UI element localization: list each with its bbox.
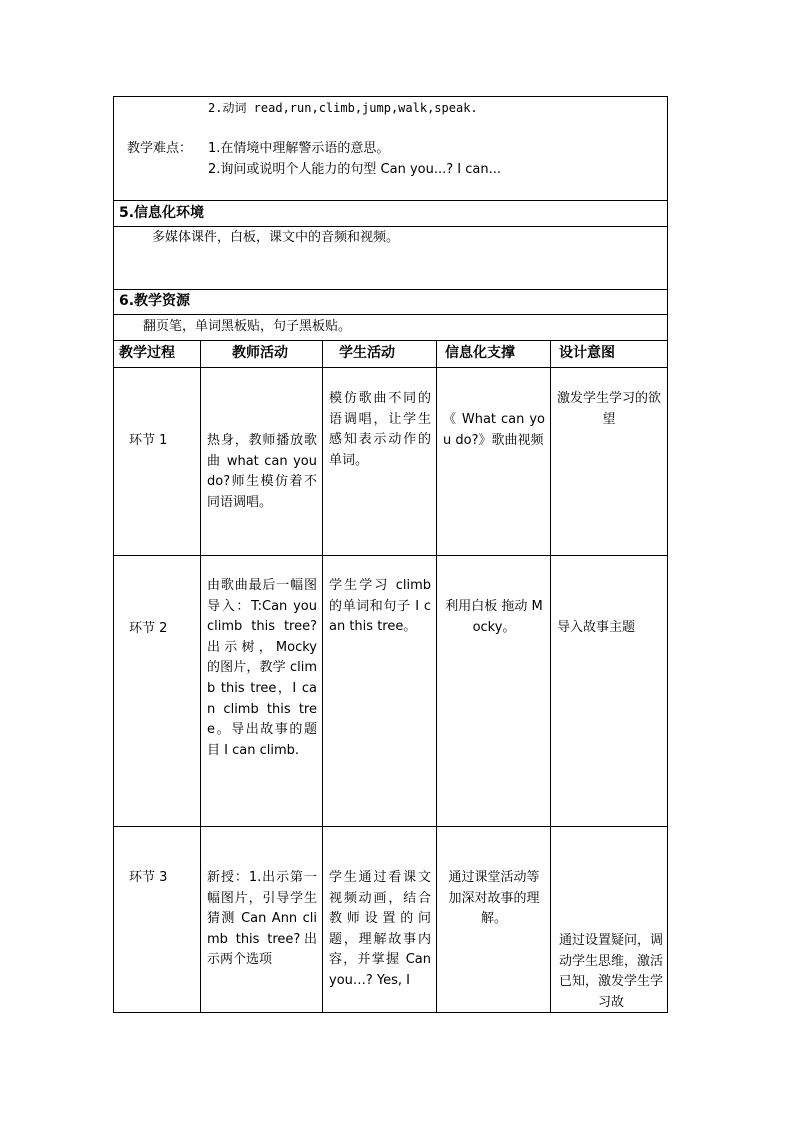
column-header: 学生活动: [339, 345, 395, 361]
divider: [113, 226, 668, 227]
support-info: 利用白板 拖动 Mocky。: [445, 599, 543, 635]
stage-label: 环节 1: [129, 433, 168, 448]
column-divider: [322, 340, 323, 1013]
student-activity: 模仿歌曲不同的语调唱，让学生感知表示动作的单词。: [329, 391, 431, 468]
column-header: 教学过程: [119, 345, 175, 361]
section-5-content: 多媒体课件，白板，课文中的音频和视频。: [152, 230, 400, 245]
divider: [113, 314, 668, 315]
design-intent: 通过设置疑问，调动学生思维，激活已知，激发学生学习故: [558, 933, 663, 1010]
difficulty-label: 教学难点：: [127, 141, 193, 156]
difficulty-item: 1.在情境中理解警示语的意思。: [208, 141, 390, 156]
divider: [113, 340, 668, 341]
section-6-title: 6.教学资源: [119, 293, 191, 309]
column-divider: [200, 340, 201, 1013]
student-activity: 学生通过看课文视频动画，结合教师设置的问题，理解故事内容，并掌握 Can you…? Yes, I: [329, 870, 431, 988]
teacher-activity: 新授：1.出示第一幅图片，引导学生猜测 Can Ann climb this tree?出示两个选项: [207, 870, 317, 968]
design-intent: 导入故事主题: [557, 620, 636, 635]
column-divider: [550, 340, 551, 1013]
divider: [113, 289, 668, 290]
stage-label: 环节 2: [129, 621, 168, 636]
teacher-activity: 热身，教师播放歌曲 what can you do?师生模仿着不同语调唱。: [207, 433, 317, 510]
column-header: 设计意图: [559, 345, 615, 361]
teacher-activity: 由歌曲最后一幅图导入：T:Can you climb this tree? 出示树，Mocky 的图片，教学 climb this tree，I can climb this tree。导出故事的题目 I can climb.: [207, 578, 317, 758]
section-5-title: 5.信息化环境: [119, 205, 205, 221]
key-verbs-line: 2.动词 read,run,climb,jump,walk,speak.: [208, 101, 478, 115]
column-header: 教师活动: [232, 345, 288, 361]
design-intent: 激发学生学习的欲望: [556, 391, 661, 427]
difficulty-item: 2.询问或说明个人能力的句型 Can you...? I can...: [208, 162, 501, 177]
column-divider: [436, 340, 437, 1013]
divider: [113, 200, 668, 201]
column-header: 信息化支撑: [445, 345, 515, 361]
support-info: 《 What can you do?》歌曲视频: [443, 412, 545, 448]
divider: [113, 826, 668, 827]
support-info: 通过课堂活动等加深对故事的理解。: [448, 870, 540, 927]
divider: [113, 555, 668, 556]
section-6-content: 翻页笔，单词黑板贴，句子黑板贴。: [143, 319, 352, 334]
student-activity: 学生学习 climb 的单词和句子 I can this tree。: [329, 578, 431, 635]
stage-label: 环节 3: [129, 870, 168, 885]
divider: [113, 367, 668, 368]
